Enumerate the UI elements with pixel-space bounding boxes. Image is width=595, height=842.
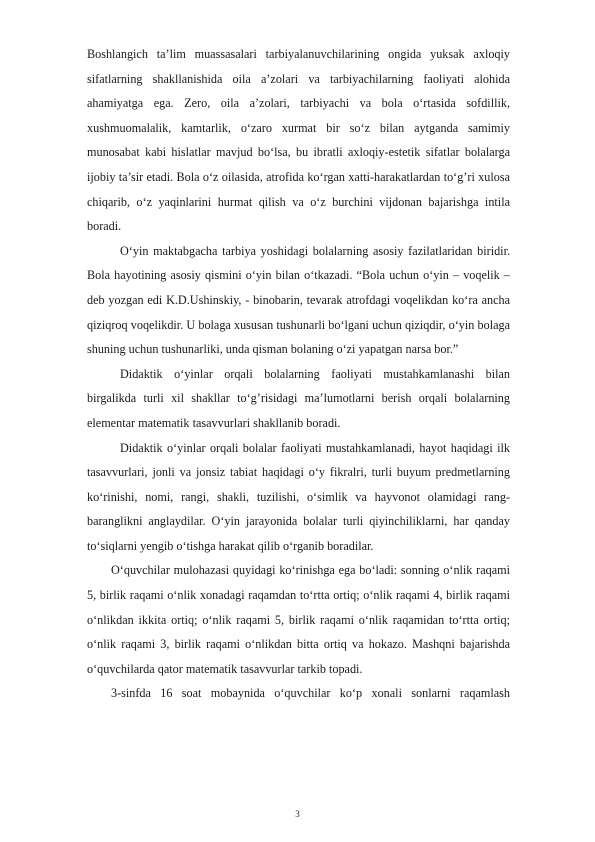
paragraph-2: O‘yin maktabgacha tarbiya yoshidagi bolalarning asosiy fazilatlaridan biridir. Bola hayotining asosiy qismini o‘yin bilan o‘tkazadi. “Bola uchun o‘yin – voqelik – deb yozgan edi K.D.Ushinskiy, - binobarin, tevarak atrofdagi voqelikdan ko‘ra ancha qiziqroq voqelikdir. U bolaga xususan tushunarli bo‘lgani uchun qiziqdir, o‘yin bolaga shuning uchun tushunarliki, unda qisman bolaning o‘zi yapatgan narsa bor.”	[87, 243, 510, 357]
body-text	[87, 42, 510, 706]
paragraph-6: 3-sinfda 16 soat mobaynida o‘quvchilar ko‘p xonali sonlarni raqamlash	[111, 686, 510, 701]
paragraph-4: Didaktik o‘yinlar orqali bolalar faoliyati mustahkamlanadi, hayot haqidagi ilk tasavvurlari, jonli va jonsiz tabiat haqidagi o‘y fikralri, turli buyum predmetlarning ko‘rinishi, nomi, rangi, shakli, tuzilishi, o‘simlik va hayvonot olamidagi rang-baranglikni anglaydilar. O‘yin jarayonida bolalar turli qiyinchiliklarni, har qanday to‘siqlarni yengib o‘tishga harakat qilib o‘rganib boradilar.	[87, 440, 510, 553]
paragraph-3: Didaktik o‘yinlar orqali bolalarning faoliyati mustahkamlanashi bilan birgalikda turli xil shakllar to‘g’risidagi ma’lumotlarni berish orqali bolalarning elementar matematik tasavvurlari shakllanib boradi.	[87, 366, 510, 430]
page-number: 3	[295, 809, 300, 819]
paragraph-1: Boshlangich ta’lim muassasalari tarbiyalanuvchilarining ongida yuksak axloqiy sifatlarning shakllanishida oila a’zolari va tarbiyachilarning faoliyati alohida ahamiyatga ega. Zero, oila a’zolari, tarbiyachi va bola o‘rtasida sofdillik, xushmuomalalik, kamtarlik, o‘zaro xurmat bir so‘z bilan aytganda samimiy munosabat kabi hislatlar mavjud bo‘lsa, bu ibratli axloqiy-estetik sifatlar bolalarga ijobiy ta’sir etadi. Bola o‘z oilasida, atrofida ko‘rgan xatti-harakatlardan to‘g’ri xulosa chiqarib, o‘z yaqinlarini hurmat qilish va o‘z burchini vijdonan bajarishga intila boradi.	[87, 47, 510, 234]
paragraph-5: O‘quvchilar mulohazasi quyidagi ko‘rinishga ega bo‘ladi: sonning o‘nlik raqami 5, birlik raqami o‘nlik xonadagi raqamdan to‘rtta ortiq; o‘nlik raqami 4, birlik raqami o‘nlikdan ikkita ortiq; o‘nlik raqami 5, birlik raqami o‘nlik raqamidan to‘rtta ortiq; o‘nlik raqami 3, birlik raqami o‘nlikdan bitta ortiq va hokazo. Mashqni bajarishda o‘quvchilarda qator matematik tasavvurlar tarkib topadi.	[87, 563, 510, 676]
